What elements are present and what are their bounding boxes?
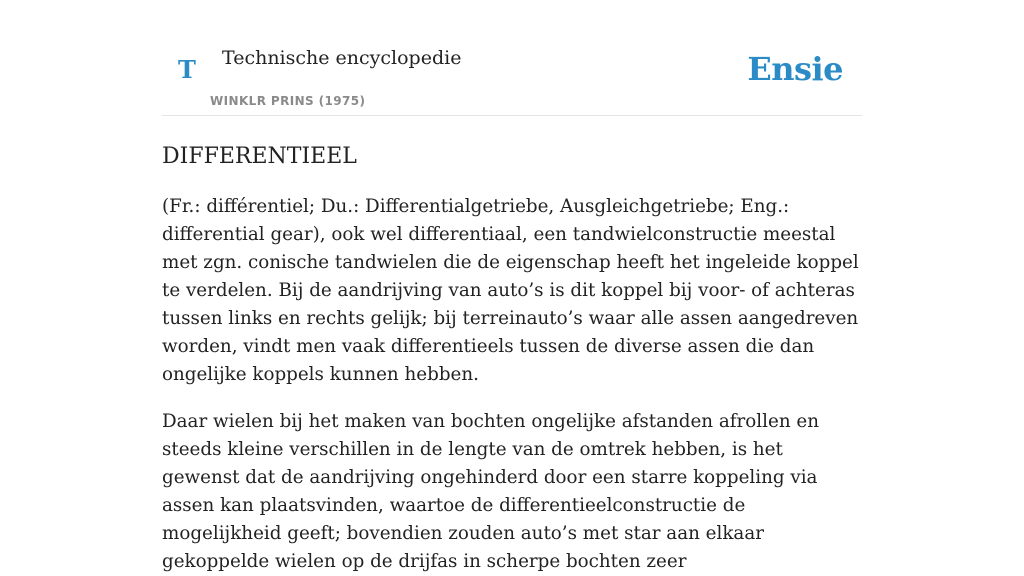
book-header	[162, 0, 862, 116]
book-title-link[interactable]: Technische encyclopedie	[222, 47, 462, 69]
entry-paragraph: Daar wielen bij het maken van bochten ongelijke afstanden afrollen en steeds kleine verschillen in de lengte van de omtrek hebben, is het gewenst dat de aandrijving ongehinderd door een starre koppeling via assen kan plaatsvinden, waartoe de differentieelconstructie de mogelijkheid geeft; bovendien zouden auto’s met star aan elkaar gekoppelde wielen op de drijfas in scherpe bochten zeer	[162, 411, 819, 572]
ensie-logo[interactable]: Ensie	[747, 50, 843, 88]
book-letter-icon[interactable]: T	[178, 55, 196, 84]
entry-paragraph: (Fr.: différentiel; Du.: Differentialgetriebe, Ausgleichgetriebe; Eng.: differential gear), ook wel differentiaal, een tandwielconstructie meestal met zgn. conische tandwielen die de eigenschap heeft het ingeleide koppel te verdelen. Bij de aandrijving van auto’s is dit koppel bij voor- of achteras tussen links en rechts gelijk; bij terreinauto’s waar alle assen aangedreven worden, vindt men vaak differentieels tussen de diverse assen die dan ongelijke koppels kunnen hebben.	[162, 196, 859, 385]
entry-title: DIFFERENTIEEL	[162, 144, 357, 169]
book-source-label: WINKLR PRINS (1975)	[210, 94, 366, 108]
article-page	[162, 0, 862, 572]
